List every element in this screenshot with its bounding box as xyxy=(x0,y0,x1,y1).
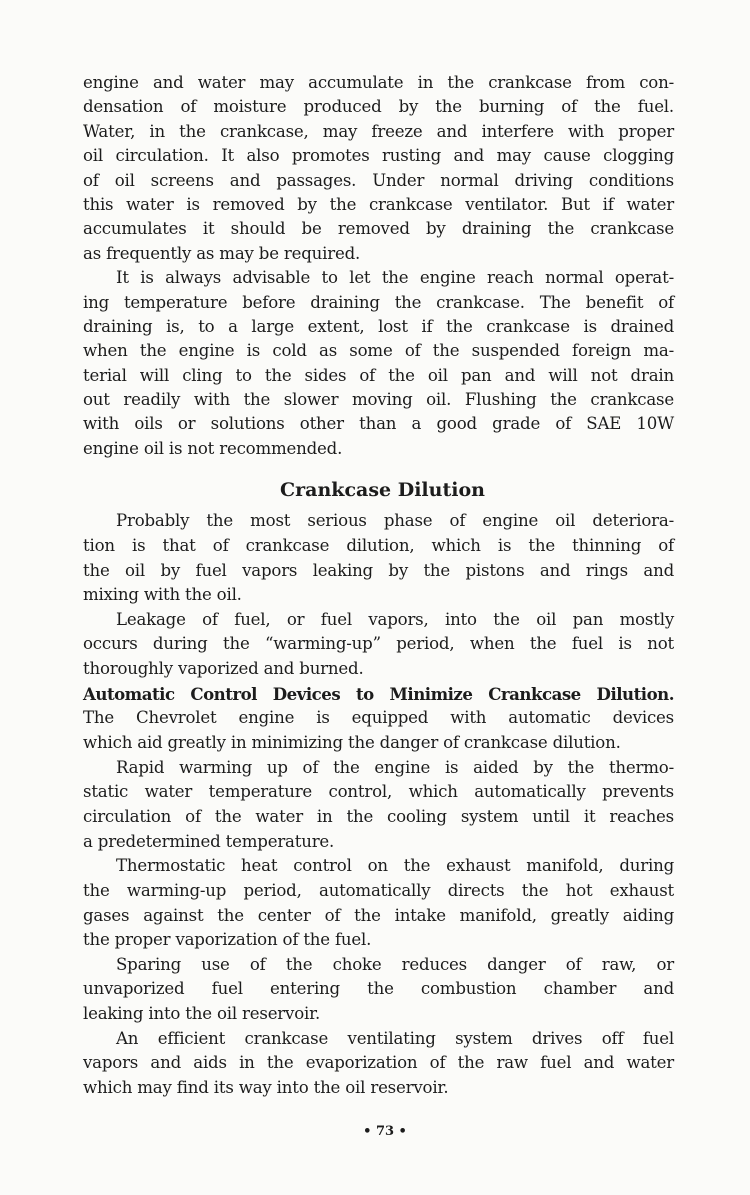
text-line: static water temperature control, which automatically prevents xyxy=(83,782,674,802)
text-line: mixing with the oil. xyxy=(83,585,242,605)
text-line: this water is removed by the crankcase ventilator. But if water xyxy=(83,194,674,214)
section-body xyxy=(83,509,674,1100)
text-line: engine oil is not recommended. xyxy=(83,438,343,458)
text-line: which may find its way into the oil reservoir. xyxy=(83,1077,449,1097)
text-line: the oil by fuel vapors leaking by the pistons and rings and xyxy=(83,560,674,580)
text-line: Rapid warming up of the engine is aided by the thermo- xyxy=(116,757,674,777)
text-line: gases against the center of the intake manifold, greatly aiding xyxy=(83,905,674,925)
text-line: when the engine is cold as some of the suspended foreign ma- xyxy=(83,341,674,361)
text-line: Thermostatic heat control on the exhaust manifold, during xyxy=(116,856,674,876)
text-line: Probably the most serious phase of engine oil deteriora- xyxy=(116,511,674,531)
paragraph xyxy=(83,608,674,682)
text-line: as frequently as may be required. xyxy=(83,243,361,263)
text-line: vapors and aids in the evaporization of the raw fuel and water xyxy=(83,1053,674,1073)
text-line: the proper vaporization of the fuel. xyxy=(83,930,372,950)
run-in-paragraph xyxy=(83,682,674,756)
paragraph xyxy=(83,509,674,608)
text-line: occurs during the “warming-up” period, when the fuel is not xyxy=(83,634,674,654)
text-line: unvaporized fuel entering the combustion chamber and xyxy=(83,979,674,999)
page-number: • 73 • xyxy=(363,1124,407,1139)
paragraph xyxy=(83,953,674,1027)
paragraph xyxy=(83,756,674,855)
text-line: draining is, to a large extent, lost if the crankcase is drained xyxy=(83,316,674,336)
text-line: thoroughly vaporized and burned. xyxy=(83,659,364,679)
text-line: engine and water may accumulate in the crankcase from con- xyxy=(83,73,674,92)
text-line: leaking into the oil reservoir. xyxy=(83,1004,321,1024)
text-line: Leakage of fuel, or fuel vapors, into the oil pan mostly xyxy=(116,609,674,629)
section-heading: Crankcase Dilution xyxy=(280,479,485,502)
text-line: which aid greatly in minimizing the danger of crankcase dilution. xyxy=(83,733,621,753)
text-line: circulation of the water in the cooling system until it reaches xyxy=(83,806,674,826)
text-line: of oil screens and passages. Under normal driving conditions xyxy=(83,170,674,190)
text-line: An efficient crankcase ventilating system drives off fuel xyxy=(116,1028,674,1048)
paragraph xyxy=(83,854,674,953)
text-line: It is always advisable to let the engine reach normal operat- xyxy=(116,268,674,288)
text-line: accumulates it should be removed by draining the crankcase xyxy=(83,219,674,239)
text-line: terial will cling to the sides of the oil pan and will not drain xyxy=(83,365,674,385)
text-line: densation of moisture produced by the burning of the fuel. xyxy=(83,97,674,117)
text-line: ing temperature before draining the crankcase. The benefit of xyxy=(83,292,674,312)
paragraph xyxy=(83,1027,674,1101)
text-line: Sparing use of the choke reduces danger of raw, or xyxy=(116,954,674,974)
text-line: oil circulation. It also promotes rusting and may cause clogging xyxy=(83,146,674,166)
text-line: tion is that of crankcase dilution, which is the thinning of xyxy=(83,535,674,555)
text-line: The Chevrolet engine is equipped with automatic devices xyxy=(83,708,674,728)
text-line: the warming-up period, automatically directs the hot exhaust xyxy=(83,880,674,900)
run-in-heading: Automatic Control Devices to Minimize Crankcase Dilution. xyxy=(83,683,674,704)
text-line: Water, in the crankcase, may freeze and interfere with proper xyxy=(83,121,674,141)
paragraph xyxy=(83,71,674,266)
page-body xyxy=(83,71,674,1101)
text-line: a predetermined temperature. xyxy=(83,831,335,851)
text-line: with oils or solutions other than a good grade of SAE 10W xyxy=(83,414,674,434)
text-line: out readily with the slower moving oil. Flushing the crankcase xyxy=(83,390,674,410)
paragraph xyxy=(83,266,674,461)
